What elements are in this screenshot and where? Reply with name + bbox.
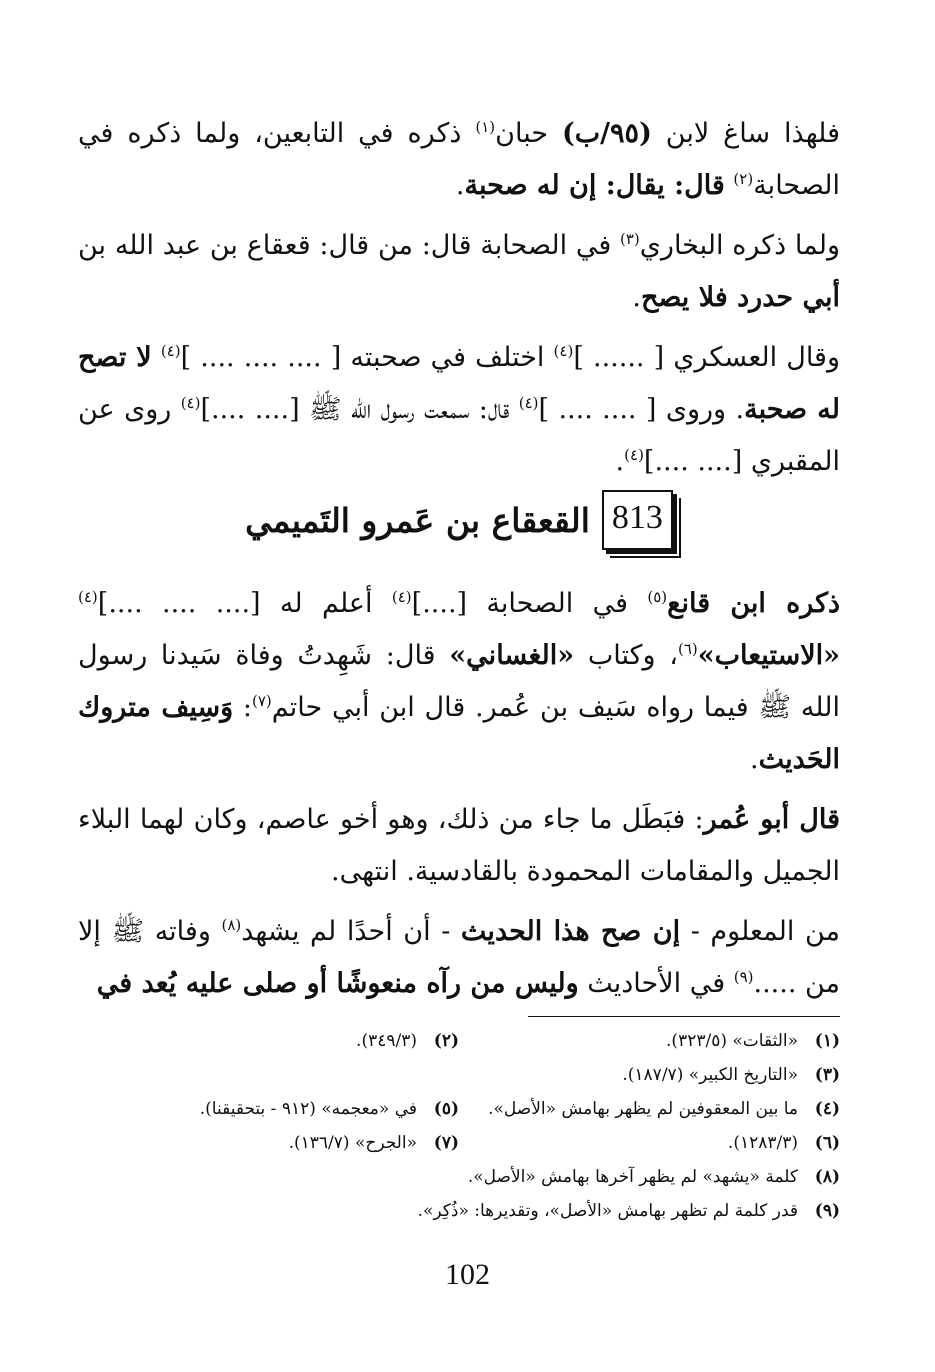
footnote-text: قدر كلمة لم تظهر بهامش «الأصل»، وتقديرها: «ذُكِر». [417,1201,798,1221]
footnote-ref: (٢) [733,170,754,188]
text-run: اختلف في صحبته [ .... .... .... ] [180,342,554,373]
footnote-ref: (٤) [180,394,201,412]
footnote-row [78,1160,840,1194]
footnote-text: «الجرح» (١٣٦/٧). [288,1133,417,1153]
footnote-row [78,1126,840,1160]
paragraph [78,578,840,786]
footnote-ref: (٤) [160,342,181,360]
footnote-ref: (١) [475,118,496,136]
footnote-number: (٩) [814,1201,840,1221]
text-run: : [233,692,252,723]
text-run: . [750,744,759,775]
footnote-ref: (٤) [553,342,574,360]
footnote-row [78,1058,840,1092]
text-run: . [455,170,465,201]
entry-title: القعقاع بن عَمرو التَميمي [245,500,590,540]
footnote-row [78,1092,840,1126]
footnote-separator [528,1016,840,1017]
text-run: قال: سمعت رسول الله ﷺ [.... ....] [200,394,519,425]
text-run: ذكره في التابعين، ولما ذكره في الصحابة [78,118,840,201]
footnote-ref: (٤) [391,588,412,606]
bold-text: «الغساني» [449,640,575,671]
footnote [78,1194,840,1228]
text-block-lower [78,578,840,1018]
text-run: في الأحاديث [578,968,734,999]
footnotes [78,1024,840,1228]
paragraph [78,220,840,324]
footnote-text: «الثقات» (٣٢٣/٥). [666,1031,798,1051]
text-run: وفاته ﷺ إلا من ..... [78,916,840,999]
footnote-ref: (٧) [252,692,272,710]
footnote-ref: (٣) [620,230,640,248]
footnote-ref: (٤) [518,394,539,412]
footnote-number: (١) [814,1031,840,1051]
text-run: فلهذا ساغ لابن [651,118,841,149]
paragraph [78,906,840,1010]
page-number: 102 [445,1258,490,1291]
footnote-text: كلمة «يشهد» لم يظهر آخرها بهامش «الأصل». [467,1167,798,1187]
footnote-number: (٤) [814,1099,840,1119]
footnote-number: (٨) [814,1167,840,1187]
text-run [152,342,161,373]
text-run: ، وكتاب [574,640,678,671]
footnote-ref: (٨) [221,916,242,934]
footnote [459,1092,840,1126]
text-run: ولما ذكره البخاري [639,230,840,261]
bold-text: إن صح هذا الحديث [460,916,681,947]
bold-text: وَسِيف متروك الحَديث [78,692,840,775]
footnote [78,1024,459,1058]
footnote [459,1126,840,1160]
text-run: حبان [495,118,562,149]
text-run: : فبَطَل ما جاء من ذلك، وهو أخو عاصم، وكان لهما البلاء الجميل والمقامات المحمودة بالقادسية. انتهى. [78,804,840,887]
footnote-number: (٢) [433,1031,459,1051]
text-run: أعلم له [.... .... ....] [97,588,392,619]
footnote [78,1058,840,1092]
bold-text: «الاستيعاب» [697,640,840,671]
footnote-number: (٥) [433,1099,459,1119]
paragraph [78,794,840,898]
text-run: . [632,282,641,313]
bold-text: قال أبو عُمر [703,804,841,835]
text-run: . [615,446,625,477]
bold-text: قال: يقال: إن له صحبة [464,170,725,201]
footnote-ref: (٦) [677,640,698,658]
text-run: روى عن المقبري [.... ....] [78,394,840,477]
footnote-ref: (٤) [624,446,644,464]
text-block-upper [78,108,840,496]
entry-number-box: 813 [602,490,673,550]
bold-text: أبي حدرد فلا يصح [640,282,840,313]
text-run: وقال العسكري [ ...... ] [573,342,841,373]
footnote-number: (٣) [814,1065,840,1085]
bold-text: وليس من رآه منعوشًا أو صلى عليه يُعد في [96,968,579,999]
footnote-row [78,1024,840,1058]
bold-text: لا تصح له صحبة [78,342,840,425]
footnote [78,1160,840,1194]
text-run: . وروى [ .... .... ] [538,394,745,425]
text-run: من المعلوم - [680,916,840,947]
footnote-ref: (٩) [733,968,754,986]
footnote-text: (٣٤٩/٣). [356,1031,417,1051]
footnote-number: (٧) [433,1133,459,1153]
footnote-number: (٦) [814,1133,840,1153]
entry-heading [78,490,840,550]
footnote-text: «التاريخ الكبير» (١٨٧/٧). [622,1065,798,1085]
text-run: في الصحابة قال: من قال: قعقاع بن عبد الله بن [78,230,620,261]
text-run: في الصحابة [....] [411,588,648,619]
text-run: قال: شَهِدتُ وفاة سَيدنا رسول الله ﷺ فيما رواه سَيف بن عُمر. قال ابن أبي حاتم [78,640,840,723]
footnote [78,1092,459,1126]
footnote [459,1024,840,1058]
bold-text: ذكره ابن قانع [667,588,840,619]
footnote [78,1126,459,1160]
manuscript-folio-ref: (٩٥/ب) [561,118,652,149]
footnote-text: في «معجمه» (٩١٢ - بتحقيقنا). [199,1099,417,1119]
footnote-ref: (٥) [647,588,668,606]
footnote-text: ما بين المعقوفين لم يظهر بهامش «الأصل». [488,1099,798,1119]
footnote-row [78,1194,840,1228]
footnote-text: (١٢٨٣/٣). [727,1133,798,1153]
text-run: - أن أحدًا لم يشهد [241,916,461,947]
paragraph [78,332,840,488]
footnote-ref: (٤) [78,588,98,606]
paragraph [78,108,840,212]
